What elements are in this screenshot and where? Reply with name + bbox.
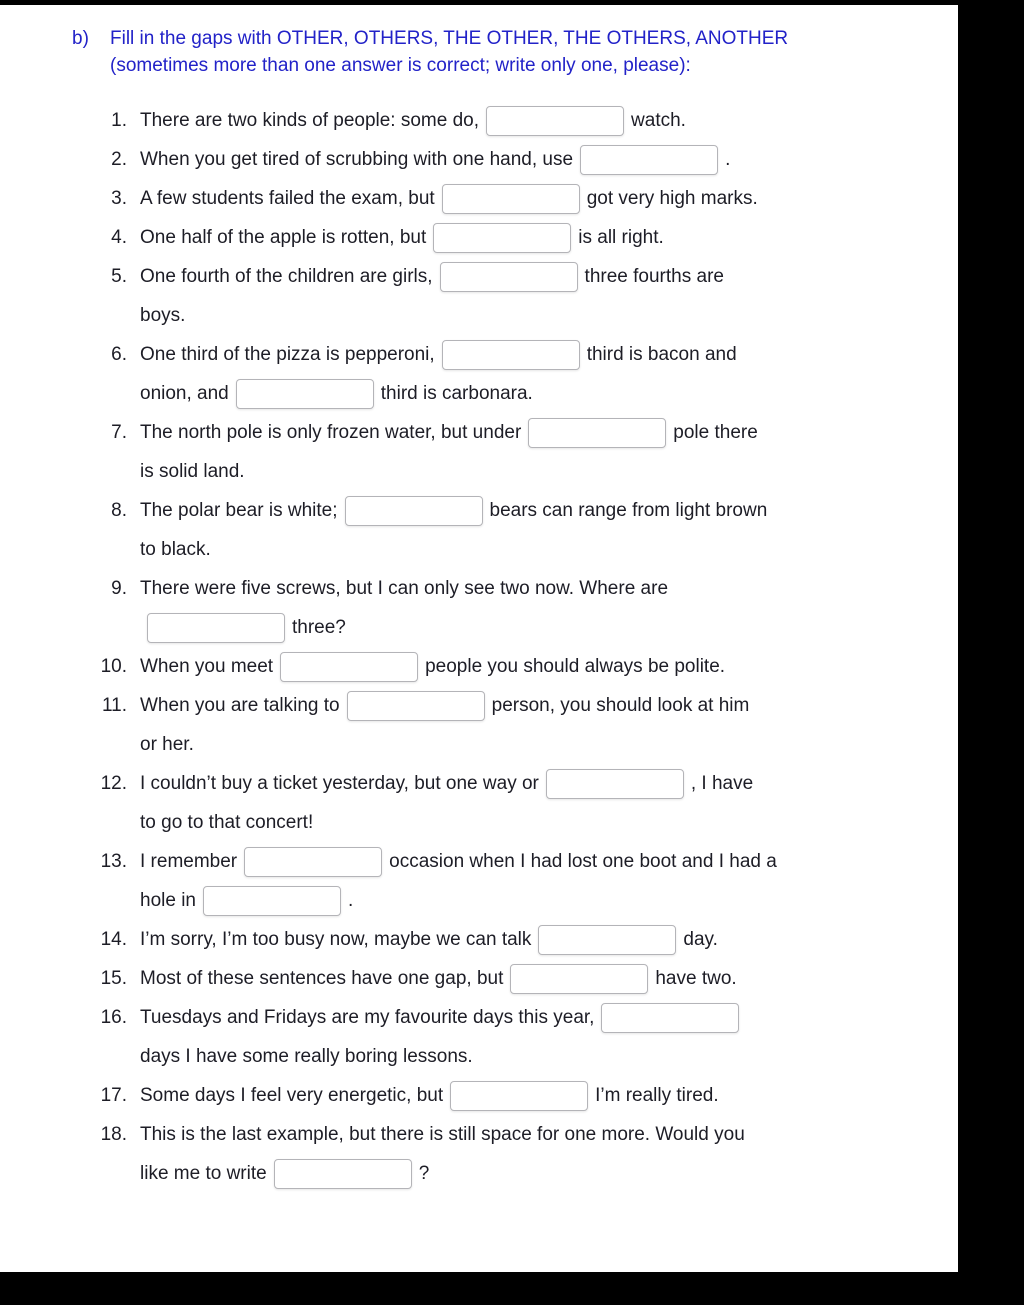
gap-input[interactable] <box>347 691 485 721</box>
exercise-header <box>72 25 958 79</box>
item-number: 16. <box>100 1007 127 1028</box>
item-text <box>140 647 940 686</box>
item-number: 6. <box>111 344 127 365</box>
item-number: 12. <box>100 773 127 794</box>
item-number: 17. <box>100 1085 127 1106</box>
item-number: 5. <box>111 266 127 287</box>
item-number: 8. <box>111 500 127 521</box>
item-number: 13. <box>100 851 127 872</box>
item-text <box>140 686 940 764</box>
header-lines <box>110 25 788 79</box>
item-number: 14. <box>100 929 127 950</box>
exercise-item <box>79 140 958 179</box>
sentence-fragment: . <box>348 890 354 911</box>
sentence-fragment: I’m sorry, I’m too busy now, maybe we can talk <box>140 929 532 950</box>
exercise-item <box>79 179 958 218</box>
sentence-fragment: third is carbonara. <box>380 383 533 404</box>
item-number: 15. <box>100 968 127 989</box>
sentence-fragment: bears can range from light brown <box>489 500 768 521</box>
item-text <box>140 140 940 179</box>
exercise-item <box>79 686 958 764</box>
sentence-fragment: three fourths are <box>584 266 724 287</box>
sentence-fragment: Most of these sentences have one gap, but <box>140 968 504 989</box>
sentence-fragment: The north pole is only frozen water, but under <box>140 422 522 443</box>
item-text <box>140 491 940 569</box>
gap-input[interactable] <box>442 340 580 370</box>
item-text <box>140 998 940 1076</box>
gap-input[interactable] <box>203 886 341 916</box>
worksheet-page <box>0 5 958 1272</box>
item-number: 1. <box>111 110 127 131</box>
item-text <box>140 1076 940 1115</box>
item-number: 18. <box>100 1124 127 1145</box>
sentence-fragment: have two. <box>655 968 737 989</box>
item-text <box>140 764 940 842</box>
gap-input[interactable] <box>440 262 578 292</box>
item-text <box>140 959 940 998</box>
sentence-fragment: to go to that concert! <box>140 812 314 833</box>
sentence-fragment: There were five screws, but I can only see two now. Where are <box>140 578 669 599</box>
exercise-item <box>79 764 958 842</box>
sentence-fragment: When you get tired of scrubbing with one hand, use <box>140 149 574 170</box>
sentence-fragment: . <box>725 149 731 170</box>
sentence-fragment: Some days I feel very energetic, but <box>140 1085 444 1106</box>
instructions-line-1: Fill in the gaps with OTHER, OTHERS, THE OTHER, THE OTHERS, ANOTHER <box>110 28 789 49</box>
gap-input[interactable] <box>280 652 418 682</box>
sentence-fragment: When you are talking to <box>140 695 340 716</box>
sentence-fragment: to black. <box>140 539 211 560</box>
item-text <box>140 335 940 413</box>
sentence-fragment: boys. <box>140 305 186 326</box>
item-number: 3. <box>111 188 127 209</box>
gap-input[interactable] <box>450 1081 588 1111</box>
item-text <box>140 101 940 140</box>
sentence-fragment: pole there <box>673 422 758 443</box>
exercise-item <box>79 998 958 1076</box>
exercise-item <box>79 413 958 491</box>
gap-input[interactable] <box>442 184 580 214</box>
sentence-fragment: A few students failed the exam, but <box>140 188 435 209</box>
gap-input[interactable] <box>236 379 374 409</box>
item-text <box>140 179 940 218</box>
sentence-fragment: , I have <box>690 773 754 794</box>
exercise-item <box>79 257 958 335</box>
sentence-fragment: watch. <box>631 110 686 131</box>
sentence-fragment: I couldn’t buy a ticket yesterday, but one way or <box>140 773 539 794</box>
sentence-fragment: The polar bear is white; <box>140 500 338 521</box>
sentence-fragment: This is the last example, but there is still space for one more. Would you <box>140 1124 745 1145</box>
exercise-item <box>79 1076 958 1115</box>
sentence-fragment: ? <box>418 1163 430 1184</box>
exercise-item <box>79 920 958 959</box>
item-number: 4. <box>111 227 127 248</box>
gap-input[interactable] <box>510 964 648 994</box>
sentence-fragment: like me to write <box>140 1163 267 1184</box>
exercise-list <box>79 101 958 1193</box>
sentence-fragment: I’m really tired. <box>595 1085 719 1106</box>
gap-input[interactable] <box>486 106 624 136</box>
sentence-fragment: onion, and <box>140 383 229 404</box>
item-text <box>140 842 940 920</box>
item-number: 9. <box>111 578 127 599</box>
exercise-item <box>79 491 958 569</box>
bottom-letterbox <box>0 1272 1024 1305</box>
item-text <box>140 1115 940 1193</box>
item-text <box>140 569 940 647</box>
item-text <box>140 257 940 335</box>
sentence-fragment: When you meet <box>140 656 274 677</box>
exercise-item <box>79 569 958 647</box>
item-number: 11. <box>101 695 127 716</box>
sentence-fragment: One half of the apple is rotten, but <box>140 227 427 248</box>
exercise-item <box>79 218 958 257</box>
exercise-item <box>79 842 958 920</box>
sentence-fragment: three? <box>292 617 346 638</box>
sentence-fragment: hole in <box>140 890 196 911</box>
sentence-fragment: I remember <box>140 851 238 872</box>
sentence-fragment: Tuesdays and Fridays are my favourite days this year, <box>140 1007 595 1028</box>
sentence-fragment: day. <box>683 929 718 950</box>
instructions-line-2: (sometimes more than one answer is correct; write only one, please): <box>110 55 691 76</box>
exercise-item <box>79 1115 958 1193</box>
gap-input[interactable] <box>244 847 382 877</box>
sentence-fragment: person, you should look at him <box>491 695 750 716</box>
gap-input[interactable] <box>546 769 684 799</box>
sentence-fragment: occasion when I had lost one boot and I had a <box>389 851 777 872</box>
exercise-item <box>79 647 958 686</box>
exercise-item <box>79 335 958 413</box>
item-text <box>140 920 940 959</box>
gap-input[interactable] <box>147 613 285 643</box>
item-number: 7. <box>111 422 127 443</box>
sentence-fragment: or her. <box>140 734 194 755</box>
exercise-item <box>79 101 958 140</box>
sentence-fragment: is all right. <box>578 227 664 248</box>
sentence-fragment: third is bacon and <box>586 344 737 365</box>
gap-input[interactable] <box>433 223 571 253</box>
sentence-fragment: people you should always be polite. <box>425 656 726 677</box>
sentence-fragment: One fourth of the children are girls, <box>140 266 433 287</box>
sentence-fragment: got very high marks. <box>586 188 758 209</box>
sentence-fragment: There are two kinds of people: some do, <box>140 110 480 131</box>
exercise-item <box>79 959 958 998</box>
gap-input[interactable] <box>274 1159 412 1189</box>
item-number: 10. <box>100 656 127 677</box>
sentence-fragment: is solid land. <box>140 461 245 482</box>
sentence-fragment: One third of the pizza is pepperoni, <box>140 344 435 365</box>
sentence-fragment: days I have some really boring lessons. <box>140 1046 473 1067</box>
gap-input[interactable] <box>580 145 718 175</box>
section-label: b) <box>72 28 89 49</box>
right-letterbox <box>958 0 1024 1305</box>
gap-input[interactable] <box>601 1003 739 1033</box>
gap-input[interactable] <box>538 925 676 955</box>
gap-input[interactable] <box>345 496 483 526</box>
gap-input[interactable] <box>528 418 666 448</box>
item-text <box>140 413 940 491</box>
item-number: 2. <box>111 149 127 170</box>
item-text <box>140 218 940 257</box>
